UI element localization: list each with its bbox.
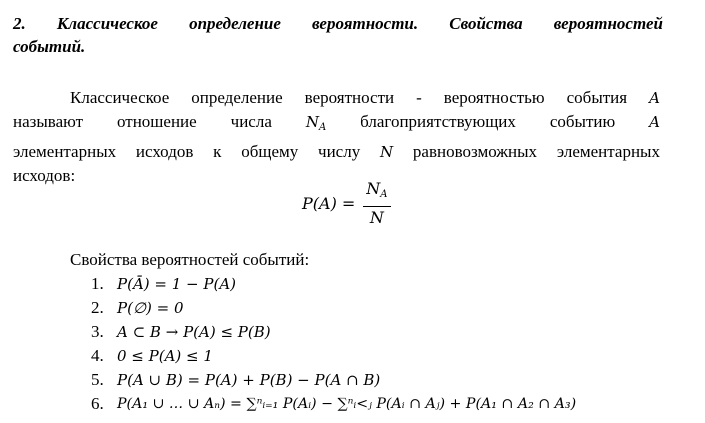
- list-item: [91, 320, 576, 344]
- paragraph-line-1: [13, 86, 660, 110]
- word: благоприятствующих: [360, 112, 516, 131]
- word: числа: [230, 112, 272, 131]
- paragraph-line-2: [13, 110, 660, 140]
- item-formula: 0 ≤ P(A) ≤ 1: [117, 347, 213, 365]
- item-formula: P(A ∪ B) = P(A) + P(B) − P(A ∩ B): [117, 371, 381, 389]
- word: события: [566, 88, 628, 107]
- word: числу: [318, 142, 361, 161]
- formula-numerator: $N_A$: [363, 179, 390, 207]
- probability-formula: [302, 178, 391, 228]
- word: -: [416, 88, 422, 107]
- item-formula: P(Ā) = 1 − P(A): [117, 275, 237, 293]
- word: называют: [13, 112, 84, 131]
- list-item: [91, 344, 576, 368]
- properties-title: Свойства вероятностей событий:: [70, 250, 310, 269]
- list-item: [91, 368, 576, 392]
- word: вероятности: [304, 88, 395, 107]
- item-number: 3.: [91, 322, 104, 341]
- word: элементарных: [13, 142, 117, 161]
- heading-word: 2.: [13, 14, 26, 33]
- section-heading: [13, 12, 663, 58]
- heading-word: определение: [189, 14, 281, 33]
- heading-line-2: событий.: [13, 37, 86, 56]
- word: элементарных: [556, 142, 660, 161]
- word: вероятностью: [443, 88, 545, 107]
- item-formula: P(A₁ ∪ … ∪ Aₙ) = ∑ⁿᵢ₌₁ P(Aᵢ) − ∑ⁿᵢ<ⱼ P(Aᵢ ∩ Aⱼ) + P(A₁ ∩ A₂ ∩ A₃): [117, 396, 577, 412]
- word: событию: [549, 112, 616, 131]
- list-item: [91, 392, 576, 416]
- paragraph-line-3: [13, 140, 660, 164]
- word: исходов: [135, 142, 194, 161]
- item-number: 6.: [91, 394, 104, 413]
- list-item: [91, 272, 576, 296]
- math-symbol-N: N: [380, 143, 394, 161]
- heading-word: вероятности.: [312, 14, 419, 33]
- word: отношение: [117, 112, 197, 131]
- math-symbol-NA: $N_A$: [305, 113, 327, 133]
- math-symbol-A: A: [649, 89, 660, 107]
- heading-line-1: [13, 12, 663, 35]
- word: равновозможных: [412, 142, 538, 161]
- item-formula: A ⊂ B → P(A) ≤ P(B): [117, 323, 271, 341]
- word: общему: [241, 142, 299, 161]
- item-number: 1.: [91, 274, 104, 293]
- item-number: 5.: [91, 370, 104, 389]
- formula-denominator: N: [369, 207, 384, 227]
- item-number: 2.: [91, 298, 104, 317]
- word: Классическое: [70, 88, 170, 107]
- math-symbol-A: A: [649, 113, 660, 131]
- formula-fraction: [363, 179, 390, 228]
- item-formula: P(∅) = 0: [117, 299, 184, 317]
- paragraph-line-4: исходов:: [13, 166, 76, 185]
- heading-word: Классическое: [56, 14, 158, 33]
- heading-word: вероятностей: [553, 14, 663, 33]
- item-number: 4.: [91, 346, 104, 365]
- word: к: [213, 142, 222, 161]
- heading-word: Свойства: [449, 14, 523, 33]
- word: определение: [191, 88, 283, 107]
- formula-lhs: P(A) =: [302, 193, 356, 213]
- definition-paragraph: [13, 86, 660, 188]
- properties-list: [91, 272, 576, 416]
- list-item: [91, 296, 576, 320]
